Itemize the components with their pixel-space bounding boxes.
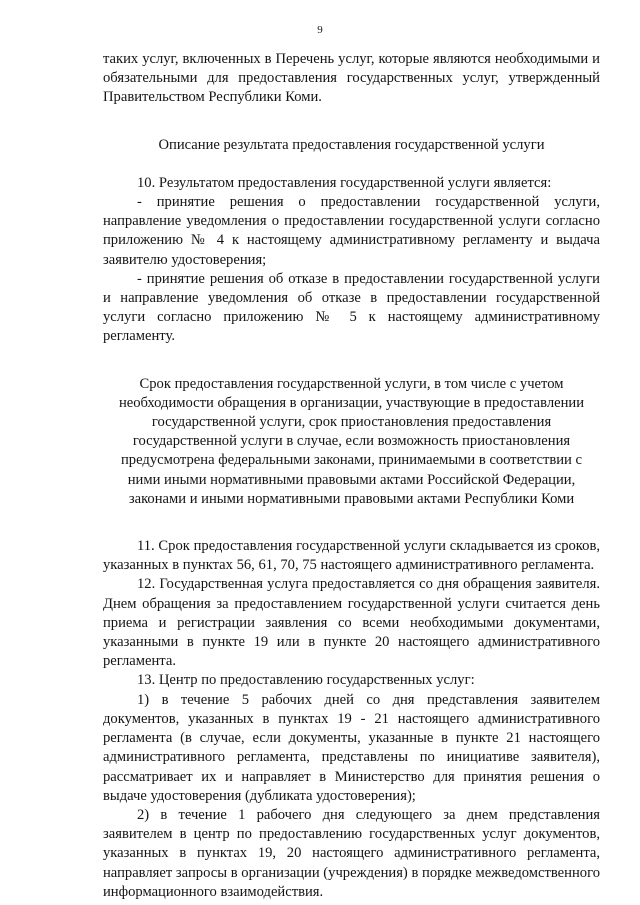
- list-item-refusal: - принятие решения об отказе в предоставлении государственной услуги и направление уведомления об отказе в предоставлении государственной услуги согласно приложению № 5 к настоящему административному регламенту.: [103, 270, 600, 345]
- paragraph-11: 11. Срок предоставления государственной услуги складывается из сроков, указанных в пунктах 56, 61, 70, 75 настоящего административного регламента.: [103, 538, 600, 574]
- document-body: [103, 50, 600, 902]
- list-item-13-1: 1) в течение 5 рабочих дней со дня представления заявителем документов, указанных в пунктах 19 - 21 настоящего административного регламента (в случае, если документы, указанные в пункте 21 настоящего административного регламента, представлены по инициативе заявителя), рассматривает их и направляет в Министерство для принятия решения о выдаче удостоверения (дубликата удостоверения);: [103, 691, 600, 804]
- section-heading-term: Срок предоставления государственной услуги, в том числе с учетом необходимости обращения в организации, участвующие в предоставлении государственной услуги, срок приостановления предоставления государственной услуги в случае, если возможность приостановления предусмотрена федеральными законами, принимаемыми в соответствии с ними иными нормативными правовыми актами Российской Федерации, законами и иными нормативными правовыми актами Республики Коми: [118, 375, 585, 507]
- page-number: 9: [317, 24, 323, 36]
- list-item-grant: - принятие решения о предоставлении государственной услуги, направление уведомления о предоставлении государственной услуги согласно приложению № 4 к настоящему административному регламенту и выдача заявителю удостоверения;: [103, 194, 600, 268]
- paragraph-12: 12. Государственная услуга предоставляется со дня обращения заявителя. Днем обращения за предоставлением государственной услуги считается день приема и регистрации заявления со всеми необходимыми документами, указанными в пункте 19 или в пункте 20 настоящего административного регламента.: [103, 576, 600, 670]
- paragraph-10: 10. Результатом предоставления государственной услуги является:: [137, 174, 552, 191]
- list-item-13-2: 2) в течение 1 рабочего дня следующего за днем представления заявителем в центр по предоставлению государственных услуг документов, указанных в пунктах 19, 20 настоящего административного регламента, направляет запросы в организации (учреждения) в порядке межведомственного информационного взаимодействия.: [103, 806, 600, 900]
- section-heading-result: Описание результата предоставления государственной услуги: [158, 136, 545, 153]
- paragraph-continuation: таких услуг, включенных в Перечень услуг, которые являются необходимыми и обязательными для предоставления государственных услуг, утвержденный Правительством Республики Коми.: [103, 51, 600, 106]
- paragraph-13: 13. Центр по предоставлению государственных услуг:: [137, 672, 475, 689]
